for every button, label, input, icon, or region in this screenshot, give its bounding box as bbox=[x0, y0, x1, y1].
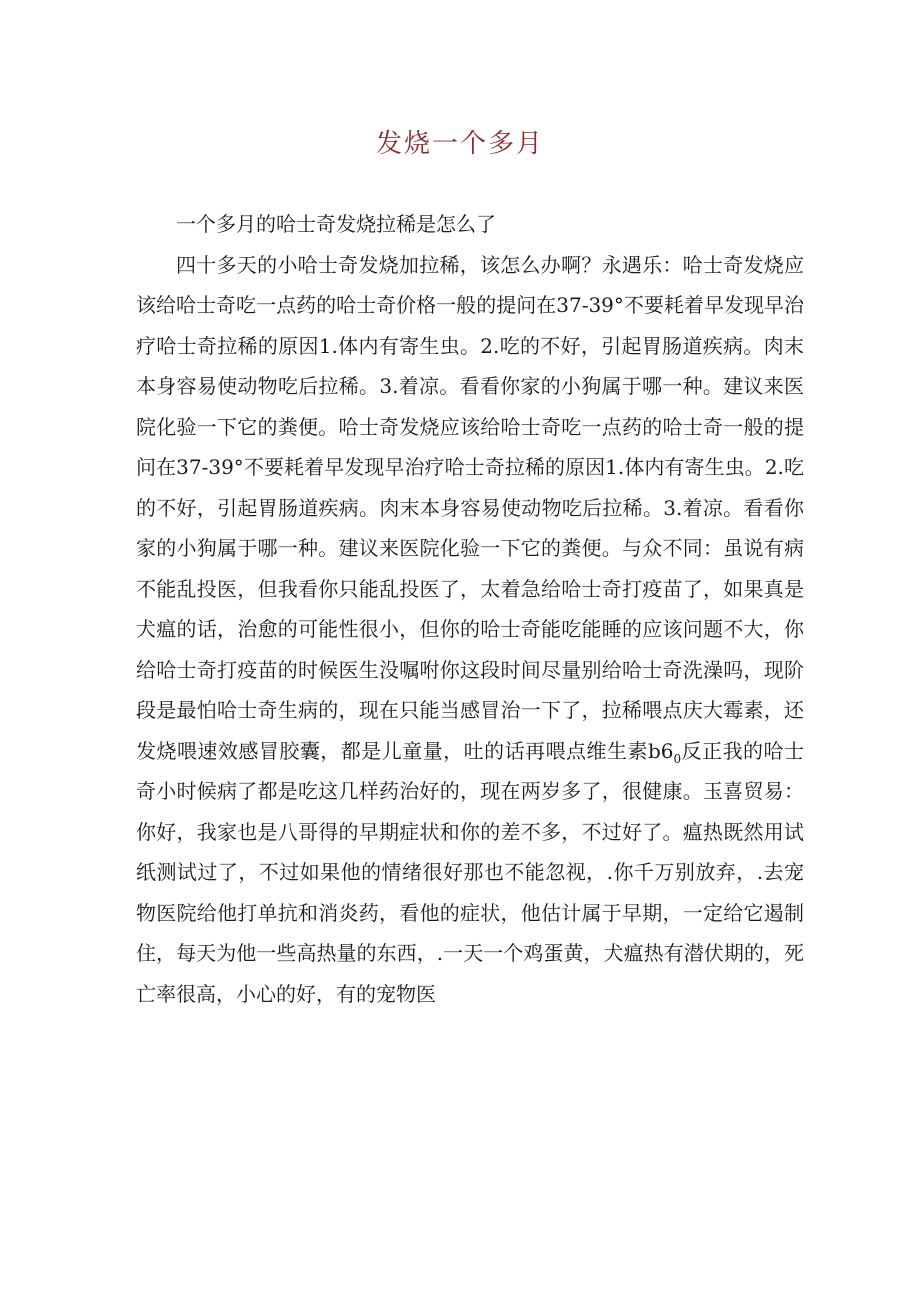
answer-paragraph bbox=[136, 245, 804, 1015]
answer-text-part-1: 四十多天的小哈士奇发烧加拉稀，该怎么办啊？永遇乐：哈士奇发烧应该给哈士奇吃一点药的哈士奇价格一般的提问在37-39°不要耗着早发现早治疗哈士奇拉稀的原因1.体内有寄生虫。2.吃的不好，引起胃肠道疾病。肉末本身容易使动物吃后拉稀。3.着凉。看看你家的小狗属于哪一种。建议来医院化验一下它的粪便。哈士奇发烧应该给哈士奇吃一点药的哈士奇一般的提问在37-39°不要耗着早发现早治疗哈士奇拉稀的原因1.体内有寄生虫。2.吃的不好，引起胃肠道疾病。肉末本身容易使动物吃后拉稀。3.着凉。看看你家的小狗属于哪一种。建议来医院化验一下它的粪便。与众不同：虽说有病不能乱投医，但我看你只能乱投医了，太着急给哈士奇打疫苗了，如果真是犬瘟的话，治愈的可能性很小，但你的哈士奇能吃能睡的应该问题不大，你给哈士奇打疫苗的时候医生没嘱咐你这段时间尽量别给哈士奇洗澡吗，现阶段是最怕哈士奇生病的，现在只能当感冒治一下了，拉稀喂点庆大霉素，还发烧喂速效感冒胶囊，都是儿童量，吐的话再喂点维生素b6 bbox=[136, 252, 804, 763]
answer-text-part-2: 反正我的哈士奇小时候病了都是吃这几样药治好的，现在两岁多了，很健康。玉喜贸易：你好，我家也是八哥得的早期症状和你的差不多，不过好了。瘟热既然用试纸测试过了，不过如果他的情绪很好那也不能忽视，.你千万别放弃，.去宠物医院给他打单抗和消炎药，看他的症状，他估计属于早期，一定给它遏制住，每天为他一些高热量的东西，.一天一个鸡蛋黄，犬瘟热有潜伏期的，死亡率很高，小心的好，有的宠物医 bbox=[136, 738, 805, 1006]
document-body bbox=[136, 204, 804, 1014]
subscript-digit: 0 bbox=[673, 751, 682, 766]
page-title: 发烧一个多月 bbox=[375, 129, 544, 159]
question-paragraph: 一个多月的哈士奇发烧拉稀是怎么了 bbox=[176, 212, 496, 236]
